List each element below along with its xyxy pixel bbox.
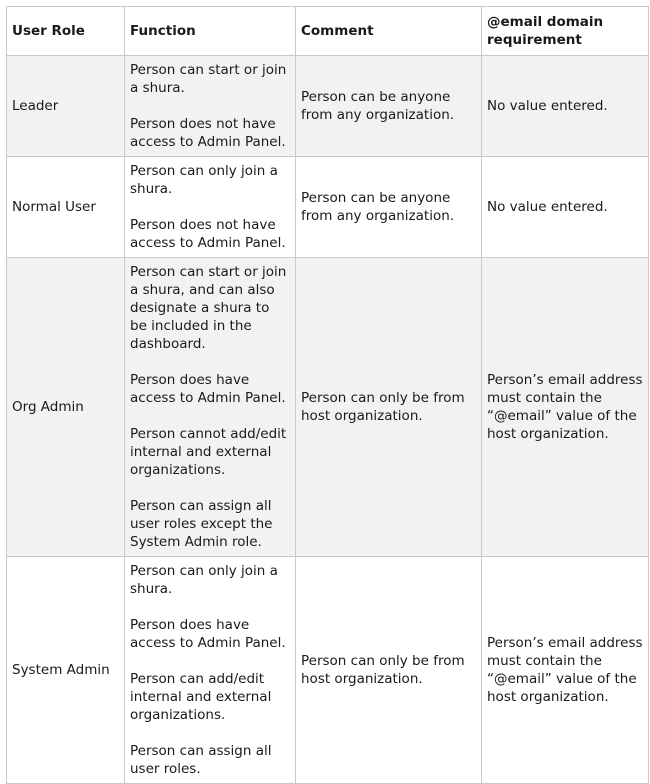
header-user-role: User Role xyxy=(7,7,125,56)
comment-cell: Person can only be from host organization. xyxy=(296,557,482,784)
header-email-domain: @email domain requirement xyxy=(482,7,649,56)
function-text: Person can add/edit internal and external organizations. xyxy=(130,671,272,723)
function-text: Person does have access to Admin Panel. xyxy=(130,372,286,406)
table-header-row xyxy=(7,7,649,56)
function-text: Person can assign all user roles except the System Admin role. xyxy=(130,498,273,550)
function-text: Person can start or join a shura, and can also designate a shura to be included in the dashboard. xyxy=(130,264,287,352)
function-text: Person can only join a shura. xyxy=(130,163,278,197)
email-requirement-cell: Person’s email address must contain the “@email” value of the host organization. xyxy=(482,258,649,557)
table-row xyxy=(7,157,649,258)
function-text: Person does not have access to Admin Panel. xyxy=(130,116,286,150)
function-text: Person cannot add/edit internal and external organizations. xyxy=(130,426,287,478)
table-row xyxy=(7,56,649,157)
header-function: Function xyxy=(125,7,296,56)
function-text: Person does not have access to Admin Panel. xyxy=(130,217,286,251)
function-cell xyxy=(125,157,296,258)
comment-cell: Person can be anyone from any organization. xyxy=(296,56,482,157)
email-requirement-cell: No value entered. xyxy=(482,56,649,157)
function-text: Person can assign all user roles. xyxy=(130,743,272,777)
comment-cell: Person can only be from host organization. xyxy=(296,258,482,557)
table-row xyxy=(7,258,649,557)
function-cell xyxy=(125,56,296,157)
header-comment: Comment xyxy=(296,7,482,56)
function-text: Person does have access to Admin Panel. xyxy=(130,617,286,651)
roles-table-container xyxy=(6,6,649,784)
role-cell: Leader xyxy=(7,56,125,157)
table-row xyxy=(7,557,649,784)
function-cell xyxy=(125,258,296,557)
function-text: Person can only join a shura. xyxy=(130,563,278,597)
user-roles-table xyxy=(6,6,649,784)
function-cell xyxy=(125,557,296,784)
comment-cell: Person can be anyone from any organization. xyxy=(296,157,482,258)
function-text: Person can start or join a shura. xyxy=(130,62,287,96)
role-cell: Normal User xyxy=(7,157,125,258)
role-cell: System Admin xyxy=(7,557,125,784)
email-requirement-cell: No value entered. xyxy=(482,157,649,258)
role-cell: Org Admin xyxy=(7,258,125,557)
email-requirement-cell: Person’s email address must contain the “@email” value of the host organization. xyxy=(482,557,649,784)
